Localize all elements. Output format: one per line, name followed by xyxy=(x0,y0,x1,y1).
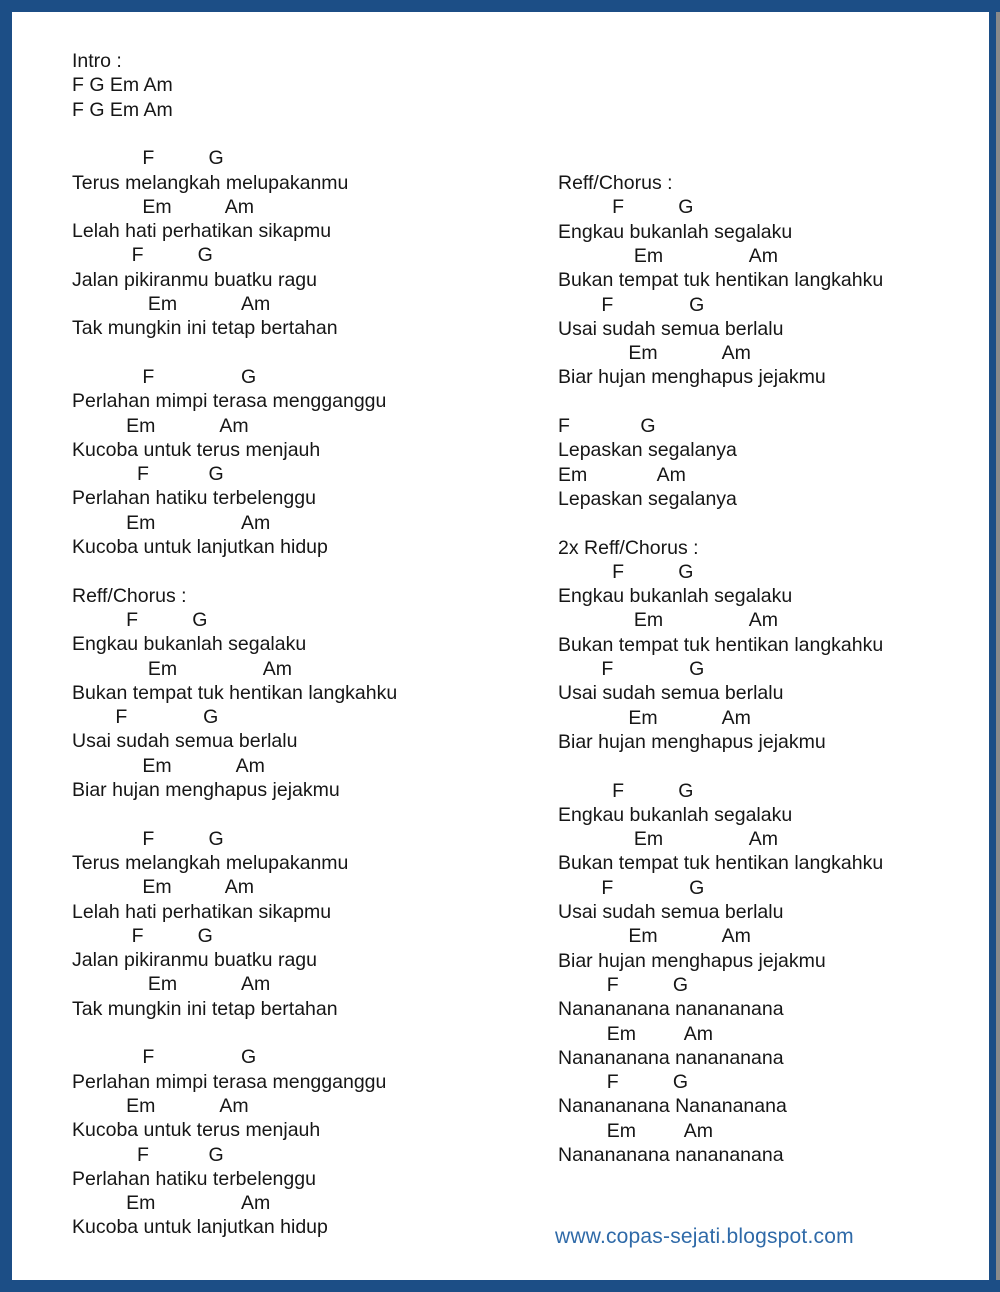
lyric-line: F G xyxy=(72,1143,224,1166)
lyric-line: Em Am xyxy=(72,414,249,437)
lyric-line: Em Am xyxy=(558,463,686,486)
lyric-line: Em Am xyxy=(558,609,778,632)
lyric-line: F G xyxy=(72,1046,257,1069)
lyric-line: Perlahan hatiku terbelenggu xyxy=(72,1167,316,1190)
lyric-line: Tak mungkin ini tetap bertahan xyxy=(72,997,338,1020)
lyric-line: Perlahan hatiku terbelenggu xyxy=(72,487,316,510)
lyric-line: Engkau bukanlah segalaku xyxy=(558,803,793,826)
lyric-line: F G xyxy=(72,244,213,267)
lyric-line: Usai sudah semua berlalu xyxy=(558,901,784,923)
lyric-line: Bukan tempat tuk hentikan langkahku xyxy=(558,633,884,656)
lyric-line: Usai sudah semua berlalu xyxy=(558,682,784,705)
lyric-line: Engkau bukanlah segalaku xyxy=(72,633,307,656)
lyric-line: Em Am xyxy=(558,1119,713,1142)
lyric-line: Intro : xyxy=(72,50,122,72)
lyric-line: F G xyxy=(558,658,705,680)
lyric-line: F G xyxy=(72,147,224,170)
lyric-line: F G xyxy=(72,827,224,850)
lyric-line: Em Am xyxy=(558,828,778,851)
lyric-line: Biar hujan menghapus jejakmu xyxy=(558,730,826,753)
lyric-line: Em Am xyxy=(72,293,271,315)
lyric-line: Em Am xyxy=(72,1192,271,1215)
lyric-line: Em Am xyxy=(72,973,271,996)
lyric-line: Em Am xyxy=(72,657,292,680)
lyric-line: Jalan pikiranmu buatku ragu xyxy=(72,949,317,972)
lyric-line: Lelah hati perhatikan sikapmu xyxy=(72,900,332,923)
lyric-line: Usai sudah semua berlalu xyxy=(558,317,784,340)
lyric-line: Jalan pikiranmu buatku ragu xyxy=(72,268,317,291)
lyric-line: Em Am xyxy=(558,244,778,267)
lyric-line: Engkau bukanlah segalaku xyxy=(558,585,793,608)
lyric-line: Lelah hati perhatikan sikapmu xyxy=(72,220,332,243)
lyric-line: Terus melangkah melupakanmu xyxy=(72,171,349,194)
lyric-line: F G xyxy=(72,608,208,631)
lyric-line: Bukan tempat tuk hentikan langkahku xyxy=(558,852,884,875)
lyric-line: Usai sudah semua berlalu xyxy=(72,730,298,753)
lyric-line: F G xyxy=(558,415,656,437)
lyric-line: Em Am xyxy=(558,925,751,948)
lyric-line: Em Am xyxy=(558,342,751,365)
lyric-line: Engkau bukanlah segalaku xyxy=(558,220,793,243)
lyric-line: Em Am xyxy=(72,195,255,218)
lyric-line: Reff/Chorus : xyxy=(558,172,673,194)
lyric-line: Kucoba untuk lanjutkan hidup xyxy=(72,536,328,558)
lyric-line: Nanananana nanananana xyxy=(558,1046,784,1069)
lyric-line: F G xyxy=(558,293,705,316)
lyric-line: F G Em Am xyxy=(72,74,173,97)
lyric-line: Nanananana nanananana xyxy=(558,998,784,1021)
lyric-line: F G xyxy=(558,196,694,219)
lyric-line: F G xyxy=(72,463,224,486)
lyric-line: F G xyxy=(558,973,689,996)
lyric-line: F G xyxy=(558,876,705,899)
lyric-line: F G Em Am xyxy=(72,98,173,121)
lyric-line: Em Am xyxy=(558,1022,713,1045)
lyric-line: Bukan tempat tuk hentikan langkahku xyxy=(558,269,884,292)
lyric-line: Biar hujan menghapus jejakmu xyxy=(558,949,826,972)
lyric-line: Em Am xyxy=(72,754,265,777)
blog-url[interactable]: www.copas-sejati.blogspot.com xyxy=(555,1225,854,1248)
lyric-line: F G xyxy=(558,779,694,802)
lyric-line: Nanananana Nanananana xyxy=(558,1095,787,1118)
lyric-line: Perlahan mimpi terasa mengganggu xyxy=(72,1070,387,1093)
lyric-line: Biar hujan menghapus jejakmu xyxy=(72,779,340,801)
lyric-line: Perlahan mimpi terasa mengganggu xyxy=(72,390,387,413)
lyric-line: F G xyxy=(72,365,257,388)
lyric-line: Lepaskan segalanya xyxy=(558,439,737,462)
lyric-line: Biar hujan menghapus jejakmu xyxy=(558,366,826,389)
lyric-line: F G xyxy=(72,924,213,947)
lyric-line: Em Am xyxy=(72,876,255,899)
lyric-line: 2x Reff/Chorus : xyxy=(558,536,699,559)
lyric-line: F G xyxy=(558,560,694,583)
lyric-line: Bukan tempat tuk hentikan langkahku xyxy=(72,681,398,704)
lyric-line: Kucoba untuk lanjutkan hidup xyxy=(72,1216,328,1239)
lyric-line: Reff/Chorus : xyxy=(72,584,187,607)
lyric-line: Tak mungkin ini tetap bertahan xyxy=(72,317,338,340)
lyric-line: Kucoba untuk terus menjauh xyxy=(72,1119,321,1142)
lyric-line: Em Am xyxy=(72,1094,249,1117)
lyric-line: Em Am xyxy=(72,511,271,534)
lyric-line: Terus melangkah melupakanmu xyxy=(72,851,349,874)
lyric-line: Em Am xyxy=(558,706,751,729)
lyric-line: F G xyxy=(558,1071,689,1094)
lyric-line: Kucoba untuk terus menjauh xyxy=(72,438,321,461)
lyric-line: Lepaskan segalanya xyxy=(558,487,737,510)
lyric-line: F G xyxy=(72,706,219,729)
lyric-line: Nanananana nanananana xyxy=(558,1144,784,1166)
